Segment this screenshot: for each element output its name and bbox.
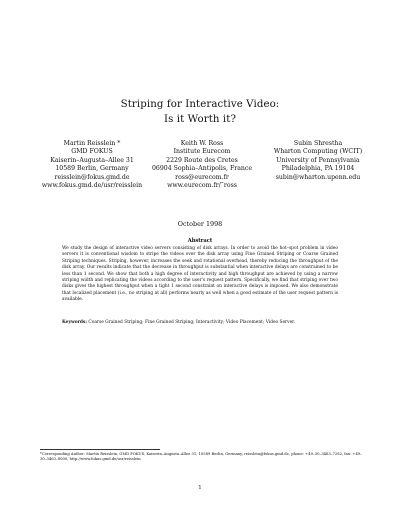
page-number: 1 [198, 485, 202, 491]
author-street: 2229 Route des Cretes [166, 156, 238, 164]
author-name: Subin Shrestha [293, 140, 343, 147]
author-column [30, 140, 154, 190]
author-organization: GMD FOKUS [71, 148, 113, 156]
author-street: University of Pennsylvania [276, 156, 360, 164]
author-name: Keith W. Ross [180, 140, 224, 147]
abstract-text: We study the design of interactive video servers consisting of disk arrays. In order to avoid the hot–spot problem in video servers it is conventional wisdom to stripe the videos over the disk array using Fine Grained Striping or Coarse Grained Striping techniques. Striping, however, increases the seek and rotational overhead, thereby reducing the throughput of the disk array. Our results indicate that the decrease in throughput is substantial when interactive delays are constrained to be less than 1 second. We show that both a high degree of interactivity and high throughput are achieved by using a narrow striping width and replicating the videos according to the user's request pattern. Specifically, we find that striping over two disks gives the highest throughput when a tight 1 second constraint on interactive delays is imposed. We also demonstrate that localized placement (i.e., no striping at all) performs nearly as well when a good estimate of the user request pattern is available. [62, 246, 338, 303]
author-street: Kaiserin–Augusta–Allee 31 [50, 156, 134, 164]
keywords-label: Keywords: [62, 320, 87, 325]
footnote-rule [40, 449, 160, 450]
author-organization: Institute Eurecom [173, 148, 231, 156]
author-web: www.eurecom.fr/˜ross [167, 181, 237, 189]
keywords [62, 320, 338, 326]
author-email: subin@wharton.upenn.edu [275, 173, 361, 181]
footnote: *Corresponding Author: Martin Reisslein, GMD FOKUS, Kaiserin–Augusta–Allee 31, 10589 Berlin, Germany, reisslein@fokus.gmd.de, phone: +49–30–3463–7282, fax: +49–30–3463–8000, http://www.fokus.gmd.de/usr/reisslein [40, 452, 362, 462]
author-email: reisslein@fokus.gmd.de [54, 173, 130, 181]
paper-title-line-1: Striping for Interactive Video: [120, 99, 280, 110]
author-web: www.fokus.gmd.de/usr/reisslein [41, 181, 143, 189]
keywords-text: Coarse Grained Striping; Fine Grained Striping; Interactivity; Video Placement; Video Server. [88, 320, 296, 325]
author-city: 10589 Berlin, Germany [55, 165, 129, 173]
author-column [140, 140, 264, 190]
abstract-heading: Abstract [187, 238, 213, 244]
author-organization: Wharton Computing (WCIT) [273, 148, 363, 156]
author-block [0, 140, 400, 200]
author-column [256, 140, 380, 182]
author-name: Martin Reisslein * [63, 140, 121, 147]
author-city: Philadelphia, PA 19104 [281, 165, 355, 173]
paper-date: October 1998 [177, 220, 223, 228]
author-city: 06904 Sophia–Antipolis, France [151, 165, 253, 173]
author-email: ross@eurecom.fr [175, 173, 229, 181]
paper-title-line-2: Is it Worth it? [163, 114, 237, 125]
